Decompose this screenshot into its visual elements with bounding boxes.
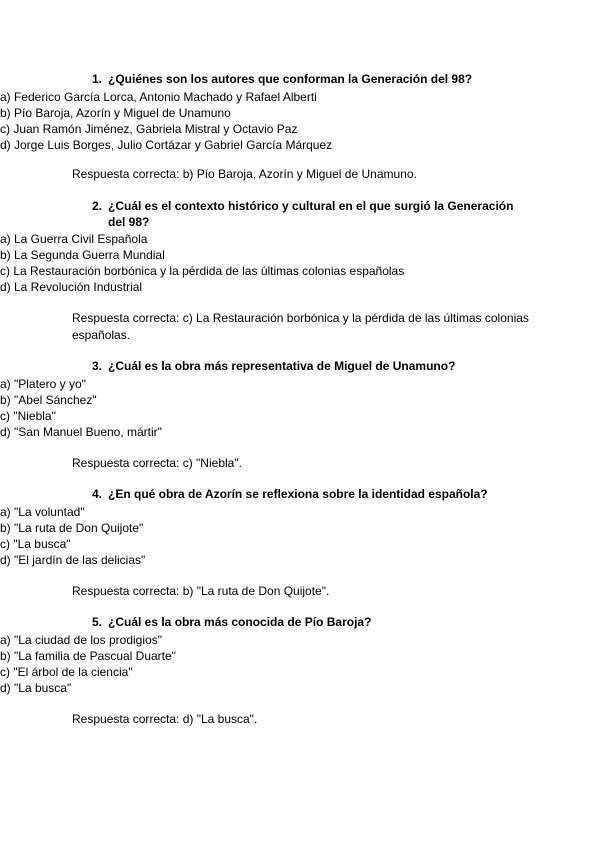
option-c: c) "Niebla" xyxy=(0,408,56,423)
answer-2: Respuesta correcta: c) La Restauración borbónica y la pérdida de las últimas colonias españolas. xyxy=(72,311,529,342)
question-text: ¿En qué obra de Azorín se reflexiona sobre la identidad española? xyxy=(108,487,488,501)
question-4 xyxy=(0,487,532,568)
option-list xyxy=(0,89,532,153)
option-b: b) "La ruta de Don Quijote" xyxy=(0,520,144,535)
option-d: d) Jorge Luis Borges, Julio Cortázar y Gabriel García Márquez xyxy=(0,137,333,152)
answer-1: Respuesta correcta: b) Pío Baroja, Azorín y Miguel de Unamuno. xyxy=(72,167,417,181)
question-3 xyxy=(0,359,532,440)
option-a: a) "Platero y yo" xyxy=(0,376,86,391)
option-a: a) Federico García Lorca, Antonio Machado y Rafael Alberti xyxy=(0,89,317,104)
option-a: a) La Guerra Civil Española xyxy=(0,232,148,246)
option-d: d) "San Manuel Bueno, mártir" xyxy=(0,424,162,439)
answer-3: Respuesta correcta: c) "Niebla". xyxy=(72,456,242,470)
option-c: c) "La busca" xyxy=(0,536,71,551)
option-list xyxy=(0,376,532,440)
answer-4: Respuesta correcta: b) "La ruta de Don Quijote". xyxy=(72,584,330,598)
option-b: b) "La familia de Pascual Duarte" xyxy=(0,648,176,663)
question-text: ¿Cuál es la obra más representativa de Miguel de Unamuno? xyxy=(108,359,456,373)
question-number: 4. xyxy=(91,487,102,501)
question-number: 2. xyxy=(91,199,102,213)
option-b: b) La Segunda Guerra Mundial xyxy=(0,248,165,262)
question-5 xyxy=(0,615,532,696)
question-number: 3. xyxy=(91,359,102,373)
option-b: b) Pío Baroja, Azorín y Miguel de Unamuno xyxy=(0,105,231,120)
question-text: ¿Cuál es la obra más conocida de Pío Baroja? xyxy=(108,615,372,629)
option-b: b) "Abel Sánchez" xyxy=(0,392,97,407)
question-text: ¿Quiénes son los autores que conforman la Generación del 98? xyxy=(108,72,473,86)
option-d: d) "El jardín de las delicias" xyxy=(0,552,146,567)
option-list xyxy=(0,632,532,696)
option-d: d) "La busca" xyxy=(0,680,72,695)
question-heading xyxy=(72,359,532,375)
question-2 xyxy=(0,199,532,295)
question-heading xyxy=(72,72,532,88)
option-a: a) "La voluntad" xyxy=(0,504,85,519)
question-number: 1. xyxy=(91,72,102,86)
option-d: d) La Revolución Industrial xyxy=(0,280,143,294)
option-list xyxy=(0,231,532,295)
question-1 xyxy=(0,72,532,153)
question-text: ¿Cuál es el contexto histórico y cultural en el que surgió la Generación del 98? xyxy=(108,199,514,229)
question-number: 5. xyxy=(91,615,102,629)
answer-5: Respuesta correcta: d) "La busca". xyxy=(72,712,258,726)
option-list xyxy=(0,504,532,568)
question-heading xyxy=(72,487,532,503)
option-c: c) La Restauración borbónica y la pérdida de las últimas colonias españolas xyxy=(0,264,405,278)
question-heading xyxy=(72,615,532,631)
option-a: a) "La ciudad de los prodigios" xyxy=(0,632,162,647)
option-c: c) "El árbol de la ciencia" xyxy=(0,664,133,679)
question-heading xyxy=(72,199,532,230)
option-c: c) Juan Ramón Jiménez, Gabriela Mistral y Octavio Paz xyxy=(0,121,298,136)
